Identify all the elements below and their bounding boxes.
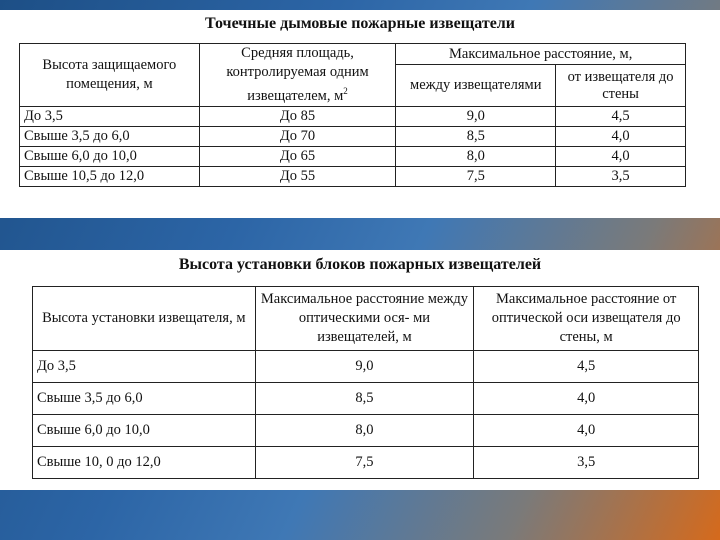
cell-height: Свыше 10, 0 до 12,0 xyxy=(33,447,256,479)
cell-to-wall: 4,5 xyxy=(556,106,686,126)
cell-between: 7,5 xyxy=(396,166,556,186)
cell-to-wall: 3,5 xyxy=(474,447,699,479)
header-between-optical-axes: Максимальное расстояние между оптическими ося- ми извещателей, м xyxy=(255,287,474,351)
cell-between: 8,0 xyxy=(396,146,556,166)
cell-height: Свыше 10,5 до 12,0 xyxy=(20,166,200,186)
header-area-superscript: 2 xyxy=(343,86,348,96)
detector-blocks-table xyxy=(32,286,699,479)
cell-area: До 70 xyxy=(199,126,396,146)
cell-between: 8,5 xyxy=(255,383,474,415)
table-row xyxy=(20,146,686,166)
header-install-height: Высота установки извещателя, м xyxy=(33,287,256,351)
table-row xyxy=(20,106,686,126)
table-row xyxy=(20,126,686,146)
cell-to-wall: 4,5 xyxy=(474,351,699,383)
cell-to-wall: 4,0 xyxy=(556,146,686,166)
header-optical-axis-to-wall: Максимальное расстояние от оптической оси извещателя до стены, м xyxy=(474,287,699,351)
cell-between: 8,0 xyxy=(255,415,474,447)
table1-title: Точечные дымовые пожарные извещатели xyxy=(205,15,515,32)
table-row xyxy=(33,383,699,415)
table2-title: Высота установки блоков пожарных извещателей xyxy=(178,256,542,273)
cell-height: Свыше 6,0 до 10,0 xyxy=(20,146,200,166)
table-row xyxy=(33,415,699,447)
header-average-area-text: Средняя площадь, контролируемая одним извещателем, м xyxy=(226,45,369,104)
cell-between: 9,0 xyxy=(255,351,474,383)
table-row xyxy=(20,166,686,186)
header-between-detectors: между извещателями xyxy=(396,65,556,107)
cell-to-wall: 4,0 xyxy=(474,383,699,415)
header-average-area xyxy=(199,44,396,107)
cell-to-wall: 4,0 xyxy=(556,126,686,146)
table-row xyxy=(33,351,699,383)
cell-between: 8,5 xyxy=(396,126,556,146)
detector-blocks-panel xyxy=(0,250,720,490)
cell-to-wall: 3,5 xyxy=(556,166,686,186)
cell-area: До 85 xyxy=(199,106,396,126)
cell-to-wall: 4,0 xyxy=(474,415,699,447)
header-room-height: Высота защищаемого помещения, м xyxy=(20,44,200,107)
smoke-detectors-panel xyxy=(0,10,720,218)
cell-area: До 55 xyxy=(199,166,396,186)
smoke-detectors-table xyxy=(19,43,686,187)
cell-height: Свыше 3,5 до 6,0 xyxy=(20,126,200,146)
table-row xyxy=(33,447,699,479)
cell-height: Свыше 3,5 до 6,0 xyxy=(33,383,256,415)
header-detector-to-wall: от извещателя до стены xyxy=(556,65,686,107)
cell-height: До 3,5 xyxy=(33,351,256,383)
cell-area: До 65 xyxy=(199,146,396,166)
cell-between: 7,5 xyxy=(255,447,474,479)
cell-height: До 3,5 xyxy=(20,106,200,126)
header-max-distance: Максимальное расстояние, м, xyxy=(396,44,686,65)
cell-height: Свыше 6,0 до 10,0 xyxy=(33,415,256,447)
cell-between: 9,0 xyxy=(396,106,556,126)
